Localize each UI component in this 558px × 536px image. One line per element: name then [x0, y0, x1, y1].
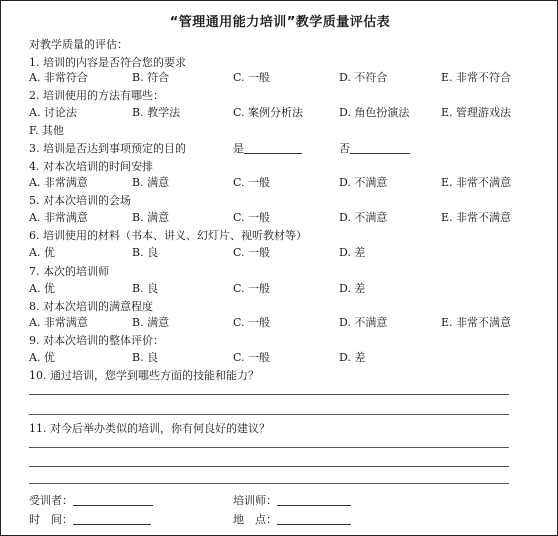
- options-8: [1, 314, 558, 332]
- options-6: [1, 244, 558, 262]
- answer-line[interactable]: [29, 414, 509, 415]
- option-e[interactable]: E. 非常不符合: [441, 71, 512, 84]
- question-text: 4. 对本次培训的时间安排: [29, 160, 153, 173]
- option-d[interactable]: D. 不满意: [339, 211, 388, 224]
- time-label: 时 间：: [29, 513, 73, 526]
- option-b[interactable]: B. 良: [132, 246, 159, 259]
- option-a[interactable]: A. 优: [29, 246, 55, 259]
- question-6: [1, 227, 558, 245]
- form-title: “管理通用能力培训”教学质量评估表: [169, 15, 391, 30]
- place-blank[interactable]: [277, 512, 351, 525]
- option-a[interactable]: A. 非常满意: [29, 176, 88, 189]
- options-1: [1, 69, 558, 87]
- place-field[interactable]: [233, 511, 351, 529]
- question-text: 3. 培训是否达到事项预定的目的: [29, 142, 186, 155]
- answer-line[interactable]: [29, 394, 509, 395]
- option-d[interactable]: D. 不满意: [339, 316, 388, 329]
- yes-label: 是: [233, 142, 244, 155]
- option-e[interactable]: E. 管理游戏法: [441, 106, 512, 119]
- option-a[interactable]: A. 非常符合: [29, 71, 88, 84]
- time-field[interactable]: [29, 511, 151, 529]
- option-c[interactable]: C. 一般: [233, 211, 271, 224]
- option-b[interactable]: B. 教学法: [132, 106, 181, 119]
- answer-line[interactable]: [29, 483, 509, 484]
- question-text: 6. 培训使用的材料（书本、讲义、幻灯片、视听教材等）: [29, 229, 307, 242]
- option-c[interactable]: C. 一般: [233, 351, 271, 364]
- time-blank[interactable]: [73, 512, 151, 525]
- question-text: 7. 本次的培训师: [29, 265, 109, 278]
- options-9: [1, 349, 558, 367]
- option-a[interactable]: A. 优: [29, 351, 55, 364]
- option-c[interactable]: C. 一般: [233, 316, 271, 329]
- intro-text: 对教学质量的评估：: [29, 38, 128, 51]
- trainer-blank[interactable]: [277, 493, 351, 506]
- option-e[interactable]: E. 非常不满意: [441, 211, 512, 224]
- option-c[interactable]: C. 一般: [233, 246, 271, 259]
- footer-row-1: [1, 492, 558, 510]
- option-d[interactable]: D. 不满意: [339, 176, 388, 189]
- answer-line[interactable]: [29, 447, 509, 448]
- option-c[interactable]: C. 一般: [233, 71, 271, 84]
- option-b[interactable]: B. 满意: [132, 211, 170, 224]
- answer-line[interactable]: [29, 466, 509, 467]
- option-d[interactable]: D. 差: [339, 246, 366, 259]
- yes-blank[interactable]: [244, 141, 302, 154]
- option-b[interactable]: B. 良: [132, 282, 159, 295]
- option-b[interactable]: B. 满意: [132, 176, 170, 189]
- options-2-extra: [1, 122, 558, 140]
- options-7: [1, 280, 558, 298]
- option-a[interactable]: A. 非常满意: [29, 316, 88, 329]
- question-9: [1, 332, 558, 350]
- option-a[interactable]: A. 非常满意: [29, 211, 88, 224]
- question-text: 1. 培训的内容是否符合您的要求: [29, 56, 186, 69]
- option-d[interactable]: D. 角色扮演法: [339, 106, 410, 119]
- option-a[interactable]: A. 优: [29, 282, 55, 295]
- no-blank[interactable]: [350, 141, 410, 154]
- question-text: 10. 通过培训，您学到哪些方面的技能和能力？: [29, 369, 259, 382]
- option-b[interactable]: B. 符合: [132, 71, 170, 84]
- trainee-blank[interactable]: [73, 493, 153, 506]
- footer-row-2: [1, 511, 558, 529]
- no-field[interactable]: [339, 140, 410, 158]
- question-5: [1, 192, 558, 210]
- yes-field[interactable]: [233, 140, 302, 158]
- option-b[interactable]: B. 满意: [132, 316, 170, 329]
- trainer-label: 培训师：: [233, 494, 277, 507]
- option-e[interactable]: E. 非常不满意: [441, 176, 512, 189]
- option-c[interactable]: C. 案例分析法: [233, 106, 304, 119]
- option-e[interactable]: E. 非常不满意: [441, 316, 512, 329]
- question-text: 2. 培训使用的方法有哪些：: [29, 89, 164, 102]
- question-2: [1, 87, 558, 105]
- option-c[interactable]: C. 一般: [233, 176, 271, 189]
- question-11: [1, 420, 558, 438]
- option-d[interactable]: D. 不符合: [339, 71, 388, 84]
- option-c[interactable]: C. 一般: [233, 282, 271, 295]
- options-2: [1, 104, 558, 122]
- options-4: [1, 174, 558, 192]
- trainee-field[interactable]: [29, 492, 153, 510]
- place-label: 地 点：: [233, 513, 277, 526]
- question-7: [1, 263, 558, 281]
- option-f[interactable]: F. 其他: [29, 124, 64, 137]
- question-text: 9. 对本次培训的整体评价：: [29, 334, 164, 347]
- question-3: [1, 140, 558, 158]
- trainer-field[interactable]: [233, 492, 351, 510]
- option-d[interactable]: D. 差: [339, 351, 366, 364]
- trainee-label: 受训者：: [29, 494, 73, 507]
- question-text: 5. 对本次培训的会场: [29, 194, 131, 207]
- option-d[interactable]: D. 差: [339, 282, 366, 295]
- option-a[interactable]: A. 讨论法: [29, 106, 77, 119]
- options-5: [1, 209, 558, 227]
- intro-row: [1, 36, 558, 54]
- option-b[interactable]: B. 良: [132, 351, 159, 364]
- question-text: 11. 对今后举办类似的培训，你有何良好的建议？: [29, 422, 270, 435]
- no-label: 否: [339, 142, 350, 155]
- question-text: 8. 对本次培训的满意程度: [29, 300, 153, 313]
- question-10: [1, 367, 558, 385]
